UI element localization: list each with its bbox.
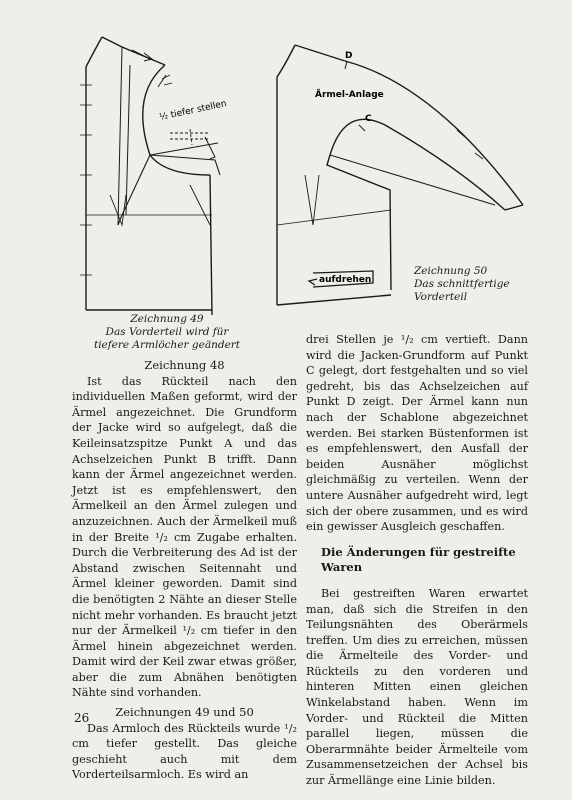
paragraph-armhole: Das Armloch des Rückteils wurde ¹/₂ cm tiefer gestellt. Das gleiche geschieht auch mit dem Vorderteilsarmloch. Es wird an <box>72 721 297 782</box>
caption-50-line3: Vorderteil <box>414 291 468 303</box>
caption-49-line2: Das Vorderteil wird für <box>105 326 229 338</box>
label-point-d: D <box>345 51 353 61</box>
caption-50-line2: Das schnittfertige <box>414 278 510 290</box>
paragraph-continued: drei Stellen je ¹/₂ cm vertieft. Dann wird die Jacken-Grundform auf Punkt C gelegt, dort festgehalten und so viel gedreht, bis das Achselzeichen auf Punkt D zeigt. Der Ärmel kann nun nach der Schablone abgezeichnet werden. Bei starken Büstenformen ist es empfehlenswert, den Ausfall der beiden Ausnäher möglichst gleichmäßig zu verteilen. Wenn der untere Ausnäher aufgedreht wird, legt sich der obere zusammen, und es wird ein gewisser Ausgleich geschaffen. <box>306 333 528 534</box>
caption-figure-49 <box>72 313 262 352</box>
caption-50-line1: Zeichnung 50 <box>414 265 488 277</box>
label-point-c: C <box>365 114 372 124</box>
paragraph-striped-fabrics: Bei gestreiften Waren erwartet man, daß sich die Streifen in den Teilungsnähten des Oberärmels treffen. Um dies zu erreichen, müssen die Ärmelteile des Vorder- und Rückteils zu den vorderen und hinteren Mitten einen gleichen Winkelabstand haben. Wenn im Vorder- und Rückteil die Mitten parallel liegen, müssen die Oberarmnähte beider Ärmelteile vom Zusammensetzeichen der Achsel bis zur Ärmellänge eine Linie bilden. <box>306 586 528 788</box>
heading-zeichnungen-49-50: Zeichnungen 49 und 50 <box>115 705 254 720</box>
right-text-column <box>306 332 528 789</box>
heading-striped-fabrics: Die Änderungen für gestreifte Waren <box>321 544 516 575</box>
caption-49-line1: Zeichnung 49 <box>130 313 204 325</box>
label-sleeve-placement: Ärmel-Anlage <box>315 90 384 100</box>
paragraph-sleeve-drawing: Ist das Rückteil nach den individuellen Maßen geformt, wird der Ärmel angezeichnet. Die Grundform der Jacke wird so aufgelegt, daß die Keileinsatzspitze Punkt A und das Achselzeichen Punkt B trifft. Dann kann der Ärmel angezeichnet werden. Jetzt ist es empfehlenswert, den Ärmelkeil an den Ärmel zulegen und anzuzeichnen. Auch der Ärmelkeil muß in der Breite ¹/₂ cm Zugabe erhalten. Durch die Verbreiterung des Ad ist der Abstand zwischen Seitennaht und Ärmel kleiner geworden. Damit sind die benötigten 2 Nähte an dieser Stelle nicht mehr vorhanden. Es braucht jetzt nur der Ärmelkeil ¹/₂ cm tiefer in den Ärmel hinein abgezeichnet werden. Damit wird der Keil zwar etwas größer, aber die zum Abnähen benötigten Nähte sind vorhanden. <box>72 374 297 700</box>
caption-figure-50 <box>414 265 524 304</box>
page-number: 26 <box>74 711 90 725</box>
caption-49-line3: tiefere Armlöcher geändert <box>93 339 241 351</box>
left-text-column <box>72 358 297 783</box>
heading-zeichnung-48: Zeichnung 48 <box>144 358 225 372</box>
label-half-lower: ½ tiefer stellen <box>158 98 228 123</box>
label-aufdrehen: aufdrehen <box>319 275 372 285</box>
